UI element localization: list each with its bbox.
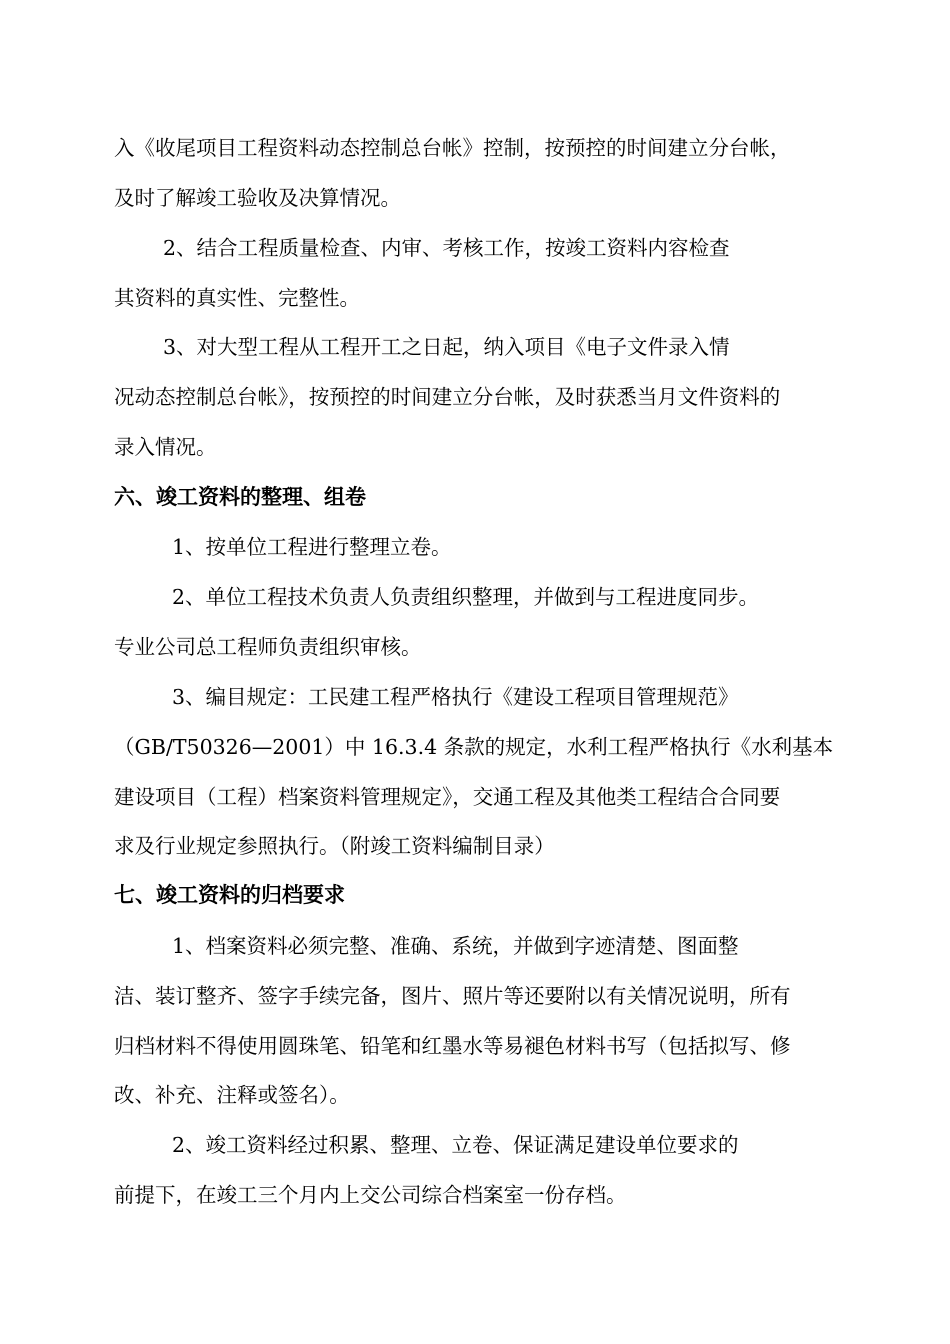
text-line: 2、单位工程技术负责人负责组织整理，并做到与工程进度同步。 (172, 585, 760, 609)
text-line: 1、档案资料必须完整、准确、系统，并做到字迹清楚、图面整 (172, 934, 739, 958)
section-heading: 七、竣工资料的归档要求 (114, 882, 345, 907)
section-heading: 六、竣工资料的整理、组卷 (114, 484, 366, 509)
text-line: 2、结合工程质量检查、内审、考核工作，按竣工资料内容检查 (163, 236, 730, 260)
text-line: 及时了解竣工验收及决算情况。 (114, 186, 401, 210)
text-line: 3、对大型工程从工程开工之日起，纳入项目《电子文件录入情 (163, 335, 730, 359)
text-line: 洁、装订整齐、签字手续完备，图片、照片等还要附以有关情况说明，所有 (114, 984, 791, 1008)
text-line: 改、补充、注释或签名）。 (114, 1083, 350, 1107)
text-line: 况动态控制总台帐》，按预控的时间建立分台帐，及时获悉当月文件资料的 (114, 385, 781, 409)
text-line: 1、按单位工程进行整理立卷。 (172, 535, 452, 559)
text-line: 建设项目（工程）档案资料管理规定》，交通工程及其他类工程结合合同要 (114, 785, 781, 809)
text-line: 归档材料不得使用圆珠笔、铅笔和红墨水等易褪色材料书写（包括拟写、修 (114, 1034, 791, 1058)
text-line: 专业公司总工程师负责组织审核。 (114, 635, 422, 659)
text-line: 其资料的真实性、完整性。 (114, 286, 360, 310)
text-line: 入《收尾项目工程资料动态控制总台帐》控制，按预控的时间建立分台帐， (114, 136, 791, 160)
text-line: 求及行业规定参照执行。（附竣工资料编制目录） (114, 834, 555, 858)
text-line: 前提下，在竣工三个月内上交公司综合档案室一份存档。 (114, 1183, 627, 1207)
text-line: 2、竣工资料经过积累、整理、立卷、保证满足建设单位要求的 (172, 1133, 739, 1157)
text-line: （GB/T50326—2001）中 16.3.4 条款的规定，水利工程严格执行《水利基本 (114, 735, 834, 759)
text-line: 3、编目规定：工民建工程严格执行《建设工程项目管理规范》 (172, 685, 739, 709)
text-line: 录入情况。 (114, 435, 217, 459)
